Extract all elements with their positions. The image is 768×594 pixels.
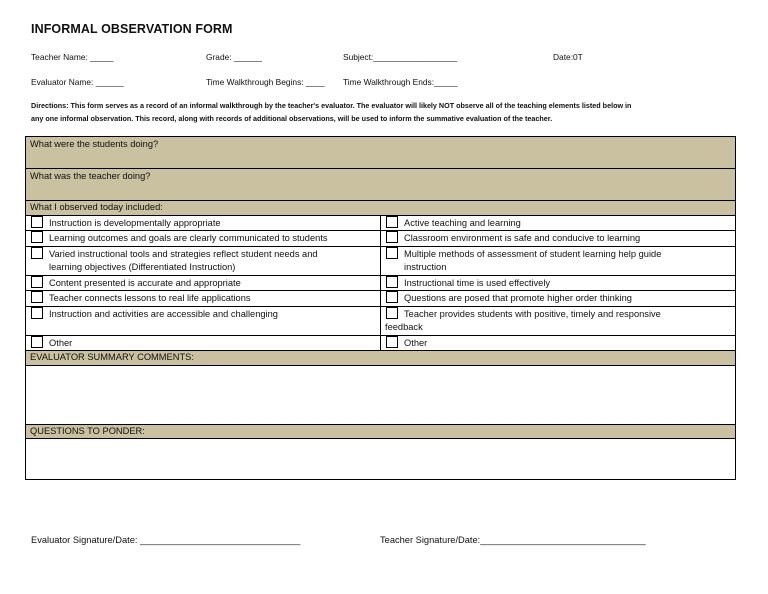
- checklist-item[interactable]: Classroom environment is safe and conducive to learning: [381, 231, 736, 247]
- checkbox[interactable]: [386, 247, 398, 259]
- questions-to-ponder-field[interactable]: [26, 439, 736, 480]
- checklist-item[interactable]: Varied instructional tools and strategies reflect student needs and learning objectives (Differentiated Instruction): [26, 246, 381, 275]
- checklist-item[interactable]: Teacher provides students with positive, timely and responsive feedback: [381, 306, 736, 335]
- students-doing-field[interactable]: [26, 137, 736, 169]
- summary-comments-header: EVALUATOR SUMMARY COMMENTS:: [26, 351, 736, 366]
- checklist-item-continued: learning objectives (Differentiated Instruction): [49, 262, 236, 272]
- evaluator-signature-field[interactable]: Evaluator Signature/Date: _______________________________: [31, 535, 301, 545]
- checkbox[interactable]: [31, 291, 43, 303]
- checkbox[interactable]: [31, 336, 43, 348]
- walkthrough-ends-field[interactable]: Time Walkthrough Ends:_____: [343, 77, 458, 87]
- checklist-item[interactable]: Content presented is accurate and appropriate: [26, 275, 381, 291]
- checklist-item[interactable]: Instruction is developmentally appropriate: [26, 215, 381, 231]
- checklist-item-continued: instruction: [404, 262, 447, 272]
- checklist-item-other[interactable]: Other: [381, 335, 736, 351]
- questions-to-ponder-header: QUESTIONS TO PONDER:: [26, 424, 736, 439]
- checkbox[interactable]: [386, 276, 398, 288]
- checkbox[interactable]: [31, 231, 43, 243]
- checkbox[interactable]: [386, 231, 398, 243]
- checkbox[interactable]: [386, 291, 398, 303]
- teacher-doing-label: What was the teacher doing?: [30, 171, 151, 181]
- teacher-doing-field[interactable]: [26, 169, 736, 201]
- checklist-item-continued: feedback: [385, 322, 423, 332]
- observation-table: [25, 136, 736, 480]
- directions-line-1: Directions: This form serves as a record of an informal walkthrough by the teacher's evaluator. The evaluator will likely NOT observe all of the teaching elements listed below in: [31, 101, 632, 110]
- subject-field[interactable]: Subject:__________________: [343, 52, 458, 62]
- checklist-item[interactable]: Instructional time is used effectively: [381, 275, 736, 291]
- checkbox[interactable]: [31, 247, 43, 259]
- checkbox[interactable]: [386, 216, 398, 228]
- checkbox[interactable]: [386, 307, 398, 319]
- directions-text: [31, 99, 743, 125]
- checklist-item[interactable]: Active teaching and learning: [381, 215, 736, 231]
- date-field[interactable]: Date:0T: [553, 52, 583, 62]
- students-doing-label: What were the students doing?: [30, 139, 159, 149]
- directions-line-2: any one informal observation. This record, along with records of additional observations, will be used to inform the summative evaluation of the teacher.: [31, 114, 553, 123]
- observed-header: What I observed today included:: [26, 201, 736, 216]
- form-title: INFORMAL OBSERVATION FORM: [31, 22, 233, 36]
- teacher-name-field[interactable]: Teacher Name: _____: [31, 52, 114, 62]
- walkthrough-begins-field[interactable]: Time Walkthrough Begins: ____: [206, 77, 325, 87]
- checklist-item[interactable]: Questions are posed that promote higher order thinking: [381, 291, 736, 307]
- checkbox[interactable]: [31, 307, 43, 319]
- checkbox[interactable]: [31, 216, 43, 228]
- checklist-item-other[interactable]: Other: [26, 335, 381, 351]
- teacher-signature-field[interactable]: Teacher Signature/Date:________________________________: [380, 535, 646, 545]
- checklist-item[interactable]: Learning outcomes and goals are clearly communicated to students: [26, 231, 381, 247]
- grade-field[interactable]: Grade: ______: [206, 52, 262, 62]
- checkbox[interactable]: [31, 276, 43, 288]
- checklist-item[interactable]: Instruction and activities are accessible and challenging: [26, 306, 381, 335]
- checklist-item[interactable]: Teacher connects lessons to real life applications: [26, 291, 381, 307]
- evaluator-name-field[interactable]: Evaluator Name: ______: [31, 77, 124, 87]
- checkbox[interactable]: [386, 336, 398, 348]
- summary-comments-field[interactable]: [26, 365, 736, 424]
- checklist-item[interactable]: Multiple methods of assessment of student learning help guide instruction: [381, 246, 736, 275]
